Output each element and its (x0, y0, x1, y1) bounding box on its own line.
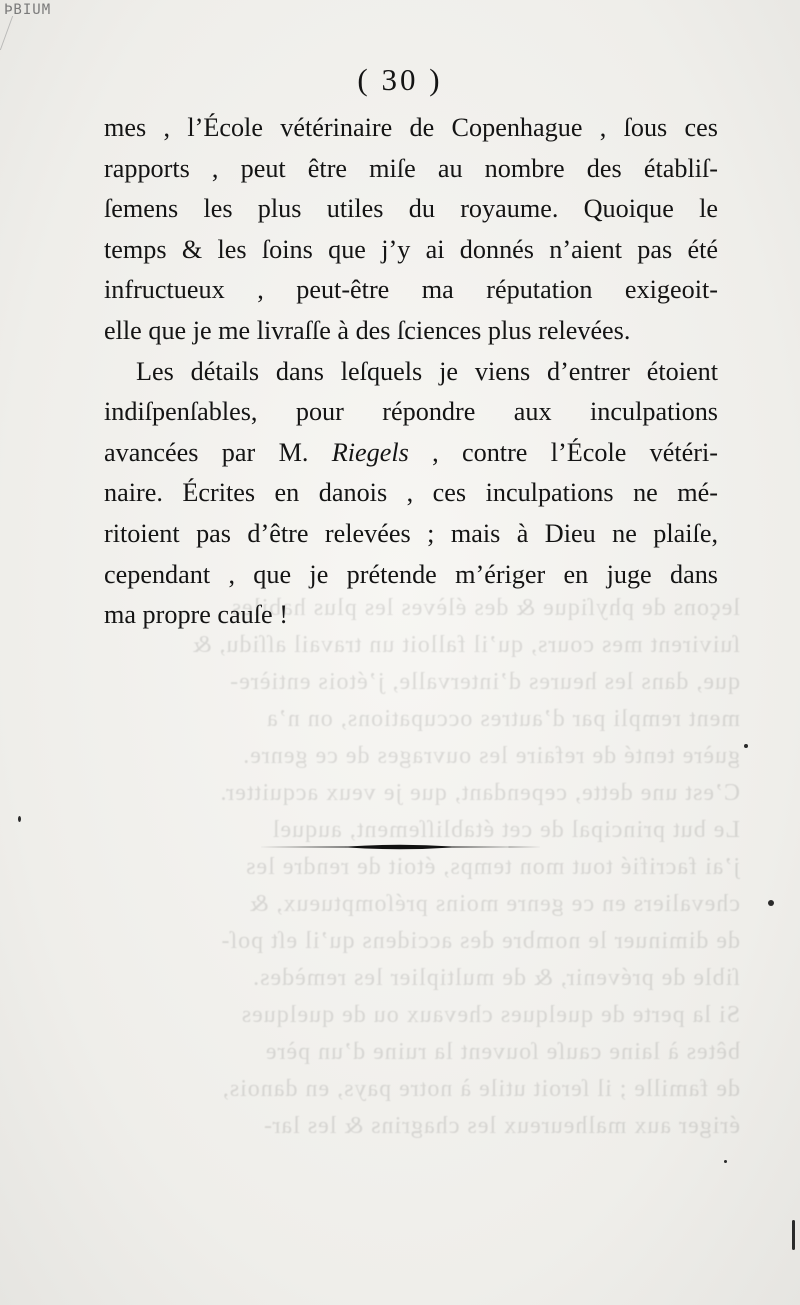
paper-speck (768, 900, 774, 906)
text-line: ritoient pas d’être relevées ; mais à Dieu ne plaiſe, (104, 518, 718, 548)
text-line: cependant , que je prétende m’ériger en juge dans (104, 559, 718, 589)
text-line: Les détails dans leſquels je viens d’entrer étoient (136, 356, 718, 386)
author-name: Riegels (331, 437, 409, 467)
text-line: naire. Écrites en danois , ces inculpations ne mé- (104, 478, 718, 508)
text-line: ſemens les plus utiles du royaume. Quoique le (104, 194, 718, 224)
text-fragment: , contre l’École vétéri- (408, 437, 718, 467)
text-line: rapports , peut être miſe au nombre des établiſ- (104, 153, 718, 183)
paper-speck (744, 744, 748, 748)
body-text (104, 108, 718, 636)
page-number: ( 30 ) (357, 62, 443, 97)
corner-pencil-mark (0, 16, 31, 50)
text-line: infructueux , peut-être ma réputation exigeoit- (104, 275, 718, 305)
paper-speck (792, 1220, 795, 1250)
paper-speck (724, 1160, 727, 1163)
text-line: mes , l’École vétérinaire de Copenhague , ſous ces (104, 113, 718, 142)
library-watermark: ÞBIUM (4, 2, 52, 18)
text-line: elle que je me livraſſe à des ſciences plus relevées. (104, 315, 631, 345)
text-line: indiſpenſables, pour répondre aux inculpations (104, 397, 718, 427)
paper-speck (18, 816, 21, 822)
text-line: ma propre cauſe ! (104, 600, 288, 630)
section-end-rule (258, 840, 542, 854)
reverse-side-show-through: leçons de phyſique & des élèves les plus habiles ſuivirent mes cours, qu’il falloit un travail aſſidu, & que, dans les heures d’intervalle, j’étois entière- ment rempli par d’autres occupations, on n’a guère tenté de refaire les ouvrages de ce genre. C’est une dette, cependant, que je veux acquitter. Le but principal de cet établiſſement, auquel j’ai facrifié tout mon temps, étoit de rendre les chevaliers en ce genre moins préſomptueux, & de diminuer le nombre des accidens qu’il eſt poſ- ſible de prévenir, & de multiplier les remèdes. Si la perte de quelques chevaux ou de quelques bêtes à laine cauſe ſouvent la ruine d’un père de famille ; il ſeroit utile à notre pays, en danois, ériger aux malheureux les chagrins & les lar- (191, 595, 740, 1139)
text-fragment: avancées par M. (104, 437, 332, 467)
text-line (104, 433, 718, 474)
text-line: temps & les ſoins que j’y ai donnés n’aient pas été (104, 234, 718, 264)
